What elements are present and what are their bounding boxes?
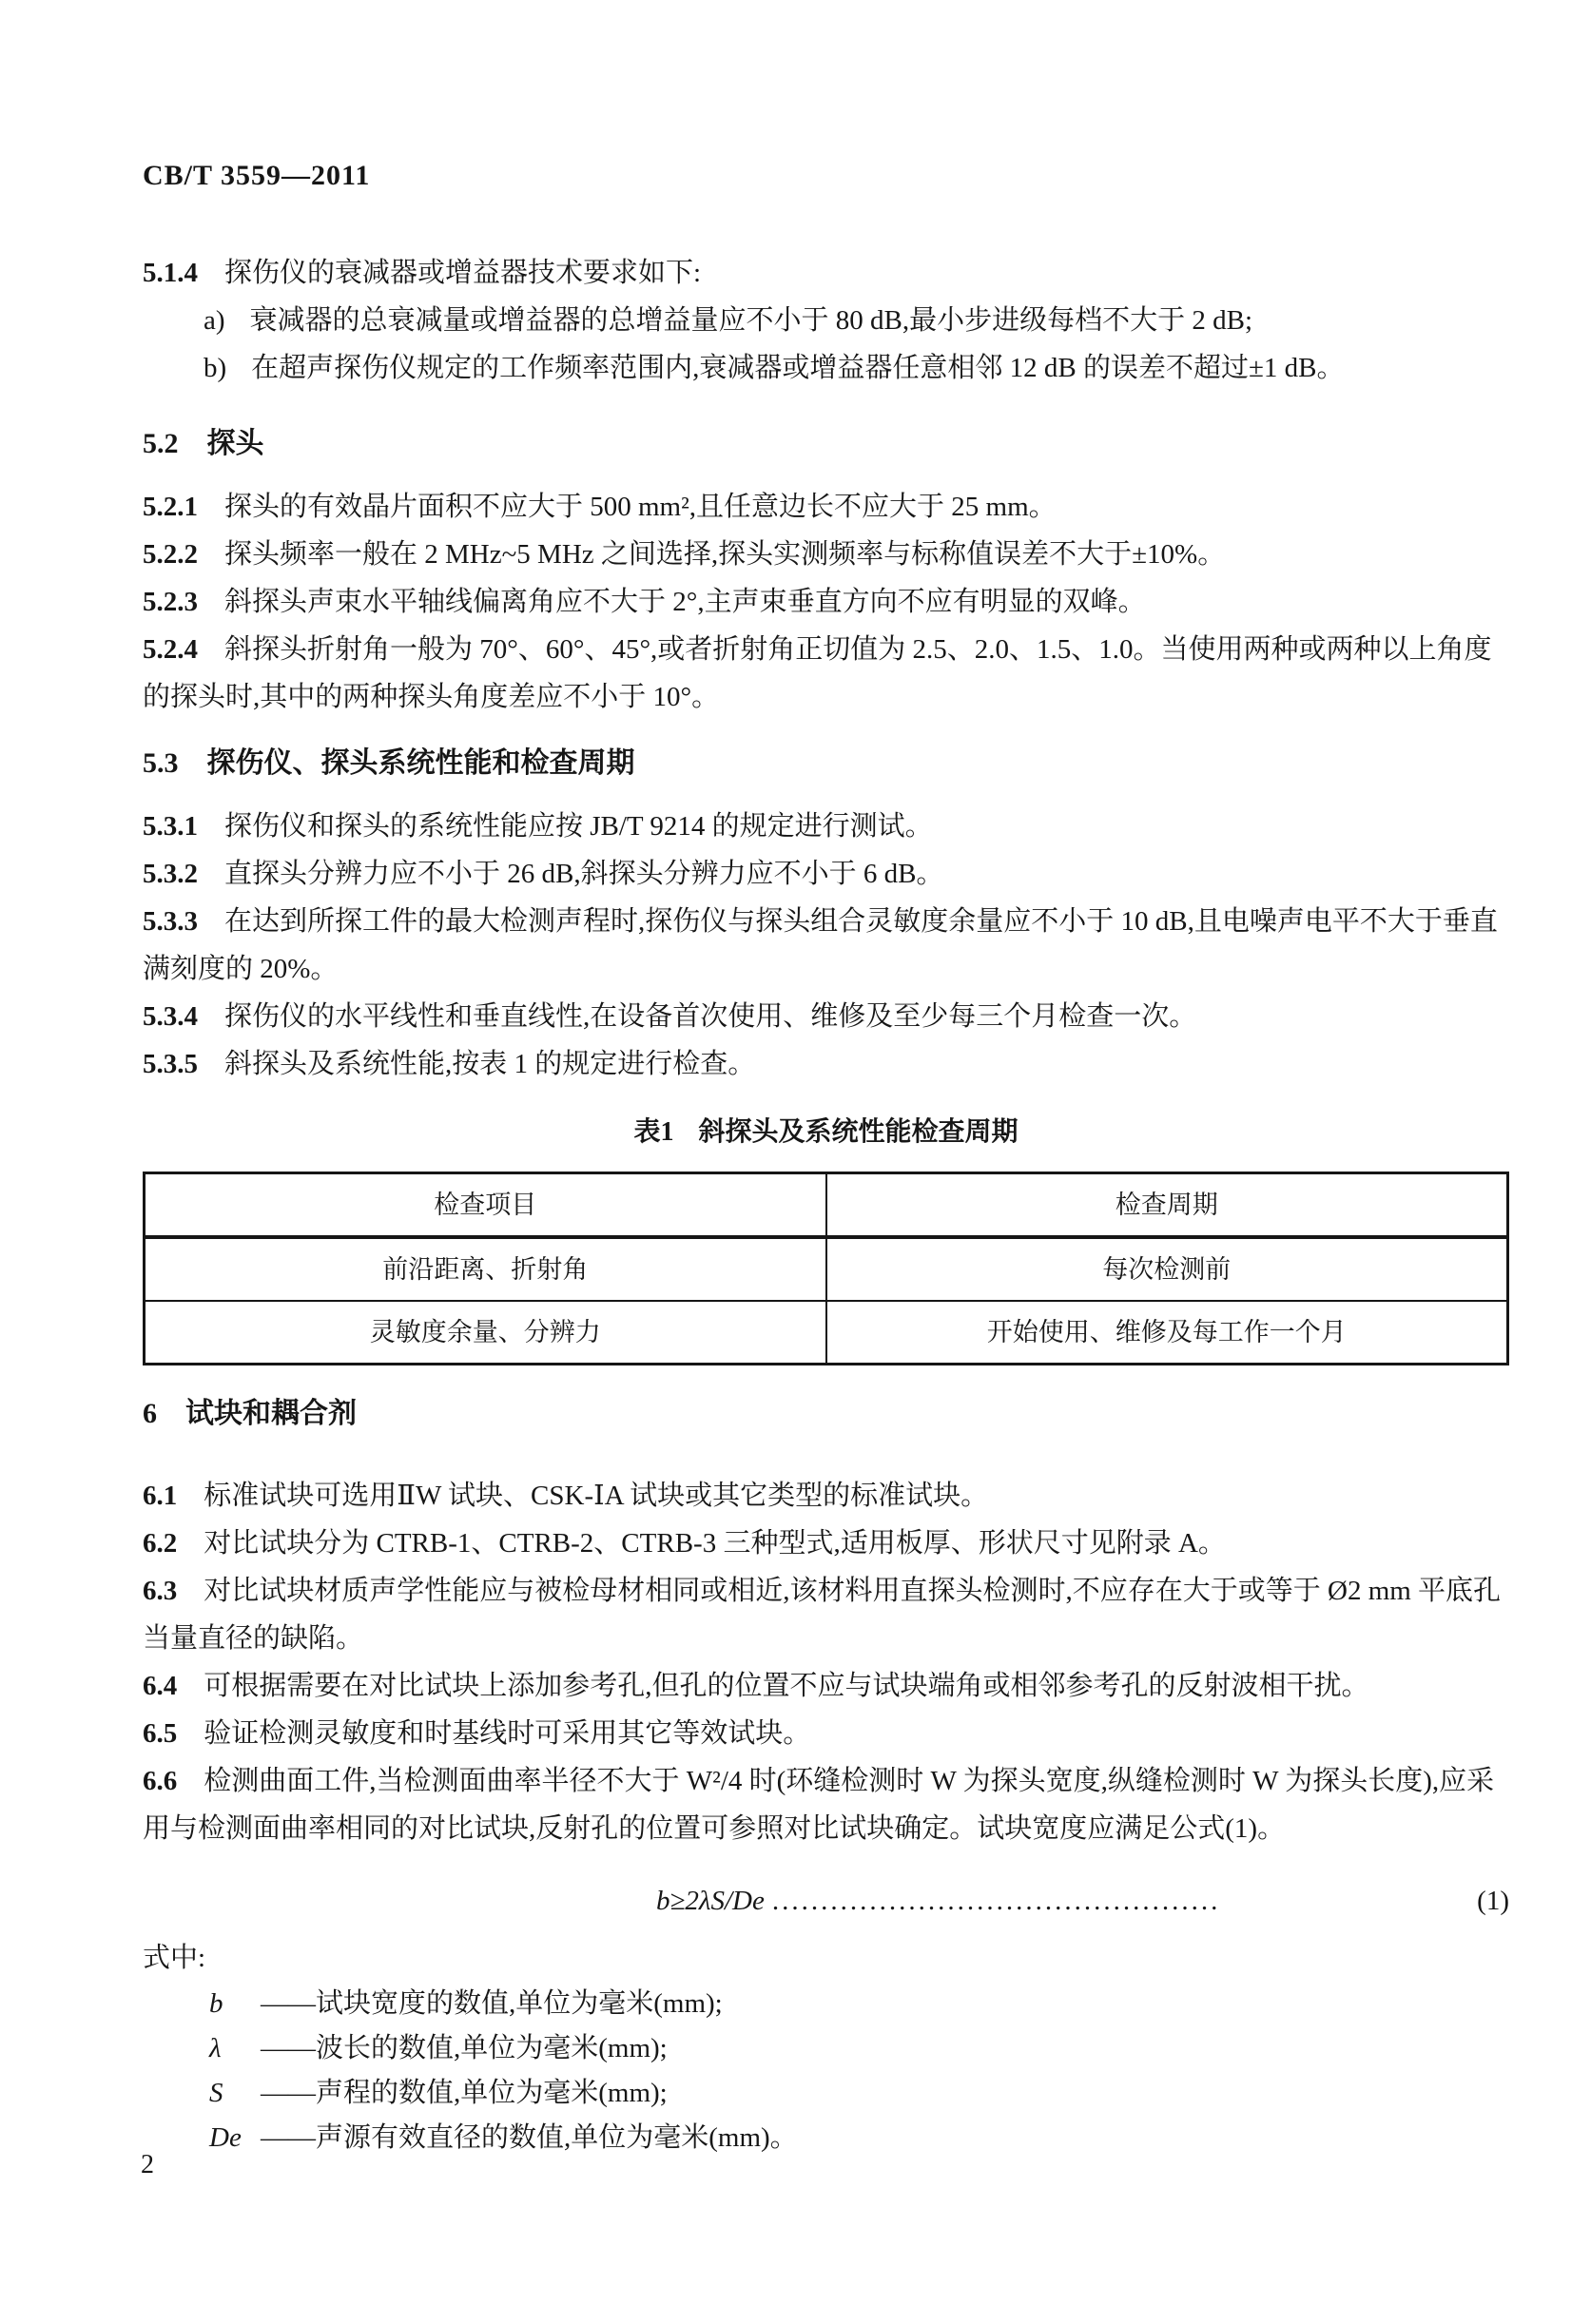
list-item-letter: a) (204, 305, 225, 336)
table-number: 表1 (633, 1117, 674, 1147)
table-header-cell: 检查项目 (145, 1173, 826, 1238)
clause-text: 探头频率一般在 2 MHz~5 MHz 之间选择,探头实测频率与标称值误差不大于±10%。 (224, 539, 1226, 570)
heading-text: 探伤仪、探头系统性能和检查周期 (206, 747, 635, 779)
clause-number: 5.2.3 (143, 587, 198, 617)
symbol-de: De (209, 2122, 242, 2153)
clause-number: 5.2.4 (143, 634, 198, 665)
table-row (145, 1301, 1508, 1365)
definition-text: ——试块宽度的数值,单位为毫米(mm); (261, 1988, 723, 2019)
heading-5-2 (143, 420, 1509, 468)
heading-text: 试块和耦合剂 (185, 1398, 357, 1429)
heading-number: 5.3 (143, 747, 179, 779)
clause-text: 直探头分辨力应不小于 26 dB,斜探头分辨力应不小于 6 dB。 (224, 859, 944, 889)
clause-number: 5.2.1 (143, 492, 198, 522)
clause-number: 5.1.4 (143, 258, 198, 288)
standard-number: CB/T 3559—2011 (143, 160, 371, 191)
clause-text: 标准试块可选用ⅡW 试块、CSK-ⅠA 试块或其它类型的标准试块。 (204, 1481, 989, 1511)
definition-text: ——声源有效直径的数值,单位为毫米(mm)。 (261, 2122, 798, 2153)
symbol-lambda: λ (209, 2033, 222, 2063)
clause-text: 探头的有效晶片面积不应大于 500 mm²,且任意边长不应大于 25 mm。 (224, 492, 1057, 522)
definition-text: ——声程的数值,单位为毫米(mm); (261, 2078, 668, 2108)
clause-number: 6.3 (143, 1576, 178, 1606)
definition-lambda (209, 2026, 1509, 2071)
clause-text: 对比试块分为 CTRB-1、CTRB-2、CTRB-3 三种型式,适用板厚、形状尺寸见附录 A。 (204, 1528, 1226, 1559)
heading-6 (143, 1390, 1509, 1438)
table-1-title (143, 1111, 1509, 1154)
clause-5-1-4-b (204, 344, 1509, 392)
clause-number: 5.3.4 (143, 1001, 198, 1032)
clause-number: 6.6 (143, 1766, 178, 1796)
clause-text: 检测曲面工件,当检测面曲率半径不大于 W²/4 时(环缝检测时 W 为探头宽度,纵缝检测时 W 为探头长度),应采用与检测面曲率相同的对比试块,反射孔的位置可参照对比试块确定。试块宽度应满足公式(1)。 (143, 1766, 1495, 1844)
formula-number: (1) (1477, 1886, 1509, 1916)
definition-b (209, 1982, 1509, 2026)
clause-5-3-4 (143, 993, 1509, 1040)
page-content (143, 152, 1509, 2160)
clause-number: 5.2.2 (143, 539, 198, 570)
clause-text: 验证检测灵敏度和时基线时可采用其它等效试块。 (204, 1718, 811, 1749)
clause-6-5 (143, 1710, 1509, 1757)
table-cell: 前沿距离、折射角 (145, 1237, 826, 1301)
table-header-row (145, 1173, 1508, 1238)
clause-6-4 (143, 1662, 1509, 1710)
clause-5-2-3 (143, 578, 1509, 626)
clause-text: 斜探头及系统性能,按表 1 的规定进行检查。 (224, 1049, 756, 1079)
heading-5-3 (143, 740, 1509, 787)
symbol-s: S (209, 2078, 223, 2108)
clause-number: 6.4 (143, 1671, 178, 1701)
heading-number: 5.2 (143, 428, 179, 459)
clause-5-3-3 (143, 898, 1509, 993)
clause-6-3 (143, 1567, 1509, 1662)
clause-text: 斜探头折射角一般为 70°、60°、45°,或者折射角正切值为 2.5、2.0、1.5、1.0。当使用两种或两种以上角度的探头时,其中的两种探头角度差应不小于 10°。 (143, 634, 1492, 712)
clause-5-2-1 (143, 483, 1509, 531)
clause-text: 探伤仪的水平线性和垂直线性,在设备首次使用、维修及至少每三个月检查一次。 (224, 1001, 1197, 1032)
where-label: 式中: (143, 1943, 206, 1973)
clause-5-3-2 (143, 850, 1509, 898)
clause-text: 斜探头声束水平轴线偏离角应不大于 2°,主声束垂直方向不应有明显的双峰。 (224, 587, 1146, 617)
clause-number: 6.2 (143, 1528, 178, 1559)
clause-number: 5.3.3 (143, 906, 198, 937)
formula-expression: b≥2λS/De (656, 1886, 765, 1916)
heading-text: 探头 (206, 428, 264, 459)
clause-6-2 (143, 1520, 1509, 1567)
formula-1 (143, 1877, 1509, 1925)
clause-5-2-4 (143, 626, 1509, 721)
clause-text: 衰减器的总衰减量或增益器的总增益量应不小于 80 dB,最小步进级每档不大于 2 dB; (249, 305, 1253, 336)
clause-text: 在达到所探工件的最大检测声程时,探伤仪与探头组合灵敏度余量应不小于 10 dB,且电噪声电平不大于垂直满刻度的 20%。 (143, 906, 1498, 984)
clause-6-6 (143, 1757, 1509, 1852)
symbol-b: b (209, 1988, 223, 2019)
table-cell: 开始使用、维修及每工作一个月 (826, 1301, 1508, 1365)
page-number: 2 (141, 2150, 154, 2179)
table-1 (143, 1172, 1509, 1365)
clause-5-1-4-a (204, 297, 1509, 344)
clause-5-3-5 (143, 1040, 1509, 1088)
list-item-letter: b) (204, 353, 227, 383)
table-row (145, 1237, 1508, 1301)
table-header-cell: 检查周期 (826, 1173, 1508, 1238)
formula-leader-dots: .............................................. (771, 1886, 1221, 1916)
table-title-text: 斜探头及系统性能检查周期 (698, 1117, 1019, 1147)
heading-number: 6 (143, 1398, 157, 1429)
clause-text: 探伤仪和探头的系统性能应按 JB/T 9214 的规定进行测试。 (224, 811, 933, 842)
table-cell: 每次检测前 (826, 1237, 1508, 1301)
clause-text: 在超声探伤仪规定的工作频率范围内,衰减器或增益器任意相邻 12 dB 的误差不超过±1 dB。 (251, 353, 1345, 383)
clause-text: 可根据需要在对比试块上添加参考孔,但孔的位置不应与试块端角或相邻参考孔的反射波相干扰。 (204, 1671, 1369, 1701)
clause-number: 5.3.2 (143, 859, 198, 889)
table-cell: 灵敏度余量、分辨力 (145, 1301, 826, 1365)
clause-text: 探伤仪的衰减器或增益器技术要求如下: (224, 258, 702, 288)
definition-s (209, 2071, 1509, 2116)
definition-text: ——波长的数值,单位为毫米(mm); (261, 2033, 668, 2063)
clause-number: 5.3.1 (143, 811, 198, 842)
clause-number: 6.5 (143, 1718, 178, 1749)
clause-5-1-4 (143, 249, 1509, 297)
clause-5-2-2 (143, 531, 1509, 578)
clause-5-3-1 (143, 803, 1509, 850)
clause-number: 6.1 (143, 1481, 178, 1511)
definition-de (209, 2116, 1509, 2160)
clause-number: 5.3.5 (143, 1049, 198, 1079)
clause-text: 对比试块材质声学性能应与被检母材相同或相近,该材料用直探头检测时,不应存在大于或等于 Ø2 mm 平底孔当量直径的缺陷。 (143, 1576, 1502, 1654)
clause-6-1 (143, 1472, 1509, 1520)
